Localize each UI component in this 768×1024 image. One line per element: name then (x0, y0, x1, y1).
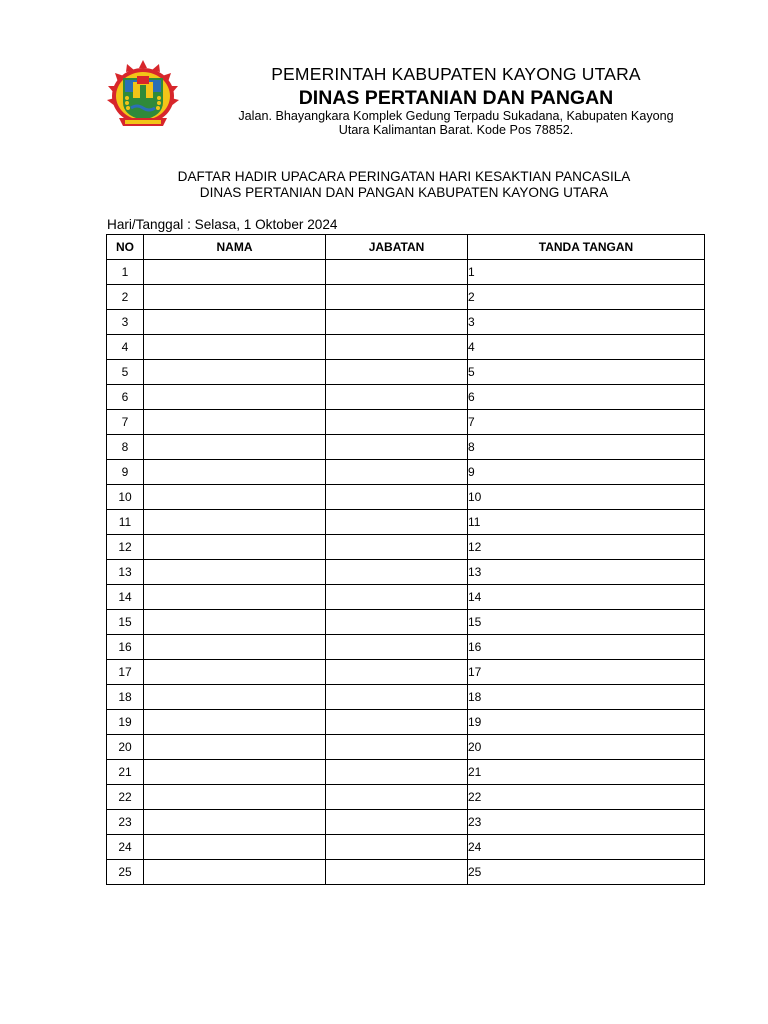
table-row (107, 860, 705, 885)
header-tanda-tangan: TANDA TANGAN (468, 235, 705, 260)
signature-cell[interactable]: 4 (468, 335, 705, 360)
jabatan-cell[interactable] (326, 310, 468, 335)
jabatan-cell[interactable] (326, 410, 468, 435)
row-number: 12 (107, 535, 144, 560)
table-row (107, 785, 705, 810)
row-number: 13 (107, 560, 144, 585)
row-number: 22 (107, 785, 144, 810)
nama-cell[interactable] (144, 635, 326, 660)
row-number: 9 (107, 460, 144, 485)
nama-cell[interactable] (144, 485, 326, 510)
row-number: 18 (107, 685, 144, 710)
signature-cell[interactable]: 17 (468, 660, 705, 685)
jabatan-cell[interactable] (326, 735, 468, 760)
row-number: 17 (107, 660, 144, 685)
jabatan-cell[interactable] (326, 760, 468, 785)
row-number: 24 (107, 835, 144, 860)
jabatan-cell[interactable] (326, 385, 468, 410)
address-line-1: Jalan. Bhayangkara Komplek Gedung Terpadu Sukadana, Kabupaten Kayong (238, 109, 674, 123)
signature-cell[interactable]: 9 (468, 460, 705, 485)
regency-coat-of-arms-icon (103, 58, 183, 130)
row-number: 15 (107, 610, 144, 635)
agency-name: DINAS PERTANIAN DAN PANGAN (298, 87, 614, 109)
nama-cell[interactable] (144, 510, 326, 535)
nama-cell[interactable] (144, 610, 326, 635)
nama-cell[interactable] (144, 310, 326, 335)
nama-cell[interactable] (144, 535, 326, 560)
nama-cell[interactable] (144, 435, 326, 460)
row-number: 7 (107, 410, 144, 435)
table-row (107, 760, 705, 785)
jabatan-cell[interactable] (326, 335, 468, 360)
signature-cell[interactable]: 24 (468, 835, 705, 860)
signature-cell[interactable]: 11 (468, 510, 705, 535)
table-header-row (107, 235, 705, 260)
table-row (107, 660, 705, 685)
table-row (107, 635, 705, 660)
table-row (107, 460, 705, 485)
jabatan-cell[interactable] (326, 585, 468, 610)
nama-cell[interactable] (144, 710, 326, 735)
signature-cell[interactable]: 5 (468, 360, 705, 385)
signature-cell[interactable]: 19 (468, 710, 705, 735)
header-nama: NAMA (144, 235, 326, 260)
nama-cell[interactable] (144, 360, 326, 385)
signature-cell[interactable]: 15 (468, 610, 705, 635)
attendance-table (106, 234, 705, 885)
signature-cell[interactable]: 25 (468, 860, 705, 885)
nama-cell[interactable] (144, 335, 326, 360)
table-row (107, 335, 705, 360)
row-number: 20 (107, 735, 144, 760)
table-row (107, 685, 705, 710)
jabatan-cell[interactable] (326, 785, 468, 810)
nama-cell[interactable] (144, 385, 326, 410)
row-number: 3 (107, 310, 144, 335)
jabatan-cell[interactable] (326, 360, 468, 385)
table-row (107, 585, 705, 610)
signature-cell[interactable]: 7 (468, 410, 705, 435)
signature-cell[interactable]: 21 (468, 760, 705, 785)
table-row (107, 810, 705, 835)
row-number: 14 (107, 585, 144, 610)
document-title-line-2: DINAS PERTANIAN DAN PANGAN KABUPATEN KAYONG UTARA (199, 185, 609, 200)
jabatan-cell[interactable] (326, 835, 468, 860)
row-number: 5 (107, 360, 144, 385)
signature-cell[interactable]: 6 (468, 385, 705, 410)
row-number: 19 (107, 710, 144, 735)
nama-cell[interactable] (144, 785, 326, 810)
signature-cell[interactable]: 1 (468, 260, 705, 285)
jabatan-cell[interactable] (326, 560, 468, 585)
signature-cell[interactable]: 16 (468, 635, 705, 660)
jabatan-cell[interactable] (326, 460, 468, 485)
nama-cell[interactable] (144, 685, 326, 710)
row-number: 21 (107, 760, 144, 785)
jabatan-cell[interactable] (326, 260, 468, 285)
header-jabatan: JABATAN (326, 235, 468, 260)
signature-cell[interactable]: 14 (468, 585, 705, 610)
document-title-line-1: DAFTAR HADIR UPACARA PERINGATAN HARI KESAKTIAN PANCASILA (177, 169, 631, 184)
jabatan-cell[interactable] (326, 485, 468, 510)
table-row (107, 735, 705, 760)
jabatan-cell[interactable] (326, 510, 468, 535)
nama-cell[interactable] (144, 760, 326, 785)
nama-cell[interactable] (144, 735, 326, 760)
row-number: 1 (107, 260, 144, 285)
jabatan-cell[interactable] (326, 710, 468, 735)
nama-cell[interactable] (144, 410, 326, 435)
signature-cell[interactable]: 2 (468, 285, 705, 310)
nama-cell[interactable] (144, 835, 326, 860)
signature-cell[interactable]: 20 (468, 735, 705, 760)
nama-cell[interactable] (144, 260, 326, 285)
row-number: 25 (107, 860, 144, 885)
row-number: 6 (107, 385, 144, 410)
nama-cell[interactable] (144, 585, 326, 610)
table-row (107, 560, 705, 585)
signature-cell[interactable]: 12 (468, 535, 705, 560)
government-name: PEMERINTAH KABUPATEN KAYONG UTARA (271, 64, 641, 84)
signature-cell[interactable]: 3 (468, 310, 705, 335)
nama-cell[interactable] (144, 560, 326, 585)
row-number: 2 (107, 285, 144, 310)
letterhead (0, 0, 768, 140)
row-number: 8 (107, 435, 144, 460)
table-row (107, 310, 705, 335)
table-row (107, 710, 705, 735)
nama-cell[interactable] (144, 285, 326, 310)
jabatan-cell[interactable] (326, 635, 468, 660)
nama-cell[interactable] (144, 860, 326, 885)
nama-cell[interactable] (144, 660, 326, 685)
signature-cell[interactable]: 13 (468, 560, 705, 585)
table-row (107, 385, 705, 410)
jabatan-cell[interactable] (326, 860, 468, 885)
header-no: NO (107, 235, 144, 260)
table-row (107, 535, 705, 560)
signature-cell[interactable]: 8 (468, 435, 705, 460)
nama-cell[interactable] (144, 460, 326, 485)
address-line-2: Utara Kalimantan Barat. Kode Pos 78852. (338, 123, 574, 137)
table-row (107, 835, 705, 860)
table-row (107, 435, 705, 460)
jabatan-cell[interactable] (326, 535, 468, 560)
signature-cell[interactable]: 23 (468, 810, 705, 835)
row-number: 16 (107, 635, 144, 660)
table-row (107, 410, 705, 435)
row-number: 10 (107, 485, 144, 510)
signature-cell[interactable]: 22 (468, 785, 705, 810)
signature-cell[interactable]: 10 (468, 485, 705, 510)
table-row (107, 285, 705, 310)
row-number: 11 (107, 510, 144, 535)
table-row (107, 610, 705, 635)
table-row (107, 260, 705, 285)
table-row (107, 510, 705, 535)
row-number: 4 (107, 335, 144, 360)
jabatan-cell[interactable] (326, 810, 468, 835)
date-label: Hari/Tanggal : Selasa, 1 Oktober 2024 (107, 217, 338, 232)
signature-cell[interactable]: 18 (468, 685, 705, 710)
row-number: 23 (107, 810, 144, 835)
table-row (107, 485, 705, 510)
nama-cell[interactable] (144, 810, 326, 835)
jabatan-cell[interactable] (326, 610, 468, 635)
table-row (107, 360, 705, 385)
jabatan-cell[interactable] (326, 685, 468, 710)
jabatan-cell[interactable] (326, 435, 468, 460)
jabatan-cell[interactable] (326, 285, 468, 310)
jabatan-cell[interactable] (326, 660, 468, 685)
